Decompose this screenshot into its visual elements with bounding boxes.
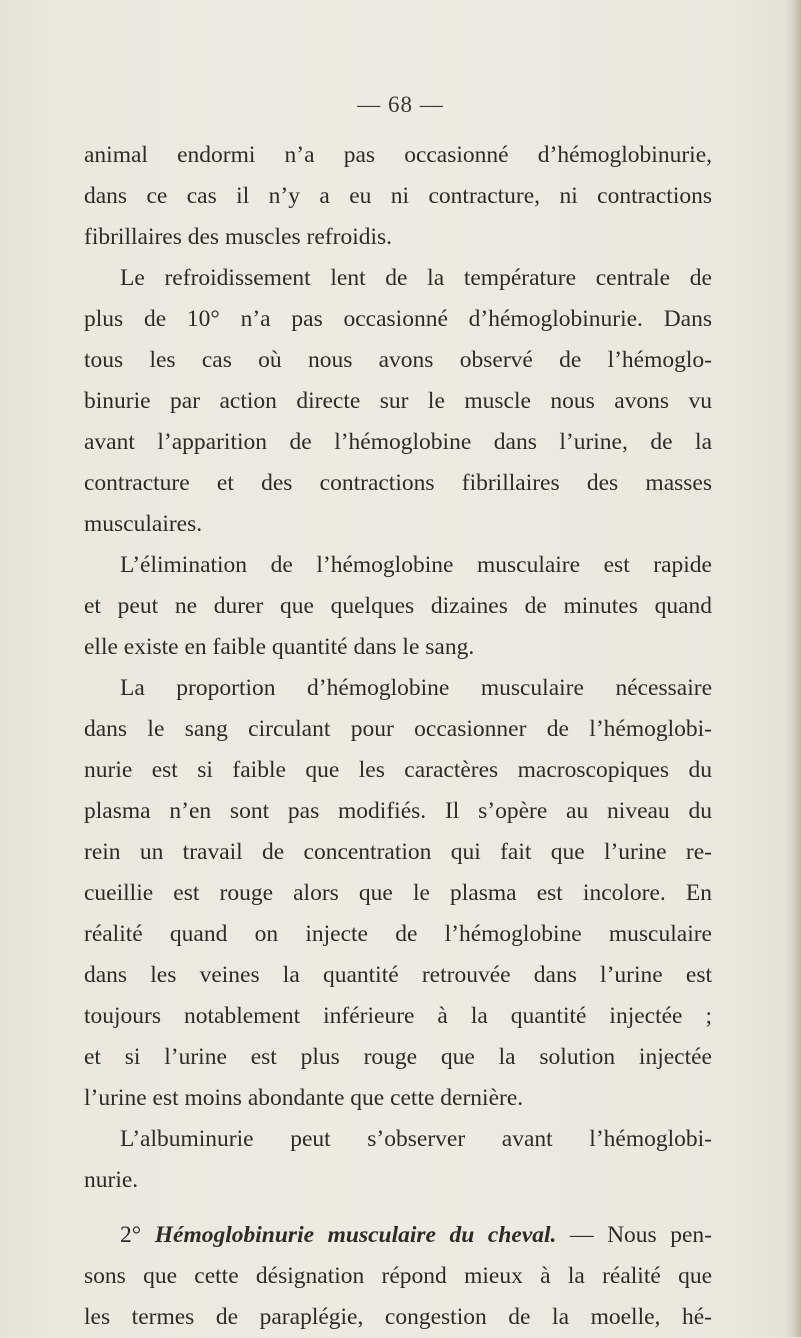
text-line: l’urine est moins abondante que cette dernière. <box>84 1085 524 1111</box>
section-heading-line <box>84 1215 712 1256</box>
text-line: fibrillaires des muscles refroidis. <box>84 224 393 250</box>
text-line: plus de 10° n’a pas occasionné d’hémoglobinurie. Dans <box>84 306 712 332</box>
text-line: nurie est si faible que les caractères macroscopiques du <box>84 757 712 783</box>
text-line: et peut ne durer que quelques dizaines de minutes quand <box>84 593 712 619</box>
text-line: réalité quand on injecte de l’hémoglobine musculaire <box>84 921 712 947</box>
text-line: avant l’apparition de l’hémoglobine dans l’urine, de la <box>84 429 712 455</box>
text-line: dans ce cas il n’y a eu ni contracture, ni contractions <box>84 183 712 209</box>
text-line: plasma n’en sont pas modifiés. Il s’opère au niveau du <box>84 798 712 824</box>
text-line: elle existe en faible quantité dans le sang. <box>84 634 475 660</box>
text-line: Le refroidissement lent de la température centrale de <box>120 265 712 291</box>
text-line: rein un travail de concentration qui fait que l’urine re- <box>84 839 712 865</box>
text-line: contracture et des contractions fibrillaires des masses <box>84 470 712 496</box>
text-line: L’élimination de l’hémoglobine musculaire est rapide <box>120 552 712 578</box>
text-line: dans le sang circulant pour occasionner de l’hémoglobi- <box>84 716 712 742</box>
text-line: L’albuminurie peut s’observer avant l’hémoglobi- <box>120 1126 712 1152</box>
text-line: binurie par action directe sur le muscle nous avons vu <box>84 388 712 414</box>
text-line: et si l’urine est plus rouge que la solution injectée <box>84 1044 712 1070</box>
text-line: La proportion d’hémoglobine musculaire nécessaire <box>120 675 712 701</box>
page-edge-shadow <box>785 0 801 1337</box>
body-text <box>84 135 712 1338</box>
section-title: Hémoglobinurie musculaire du cheval. <box>154 1222 557 1248</box>
text-line: animal endormi n’a pas occasionné d’hémoglobinurie, <box>84 142 712 168</box>
page-number: — 68 — <box>357 92 444 117</box>
text-line: les termes de paraplégie, congestion de la moelle, hé- <box>84 1304 712 1330</box>
section-number: 2° <box>120 1222 142 1248</box>
text-line: sons que cette désignation répond mieux à la réalité que <box>84 1263 712 1289</box>
text-line: tous les cas où nous avons observé de l’hémoglo- <box>84 347 712 373</box>
text-line: dans les veines la quantité retrouvée dans l’urine est <box>84 962 712 988</box>
text-line: musculaires. <box>84 511 203 537</box>
text-line: cueillie est rouge alors que le plasma est incolore. En <box>84 880 712 906</box>
text-line: nurie. <box>84 1167 139 1193</box>
text-line: toujours notablement inférieure à la quantité injectée ; <box>84 1003 712 1029</box>
section-text: — Nous pen- <box>556 1222 713 1248</box>
